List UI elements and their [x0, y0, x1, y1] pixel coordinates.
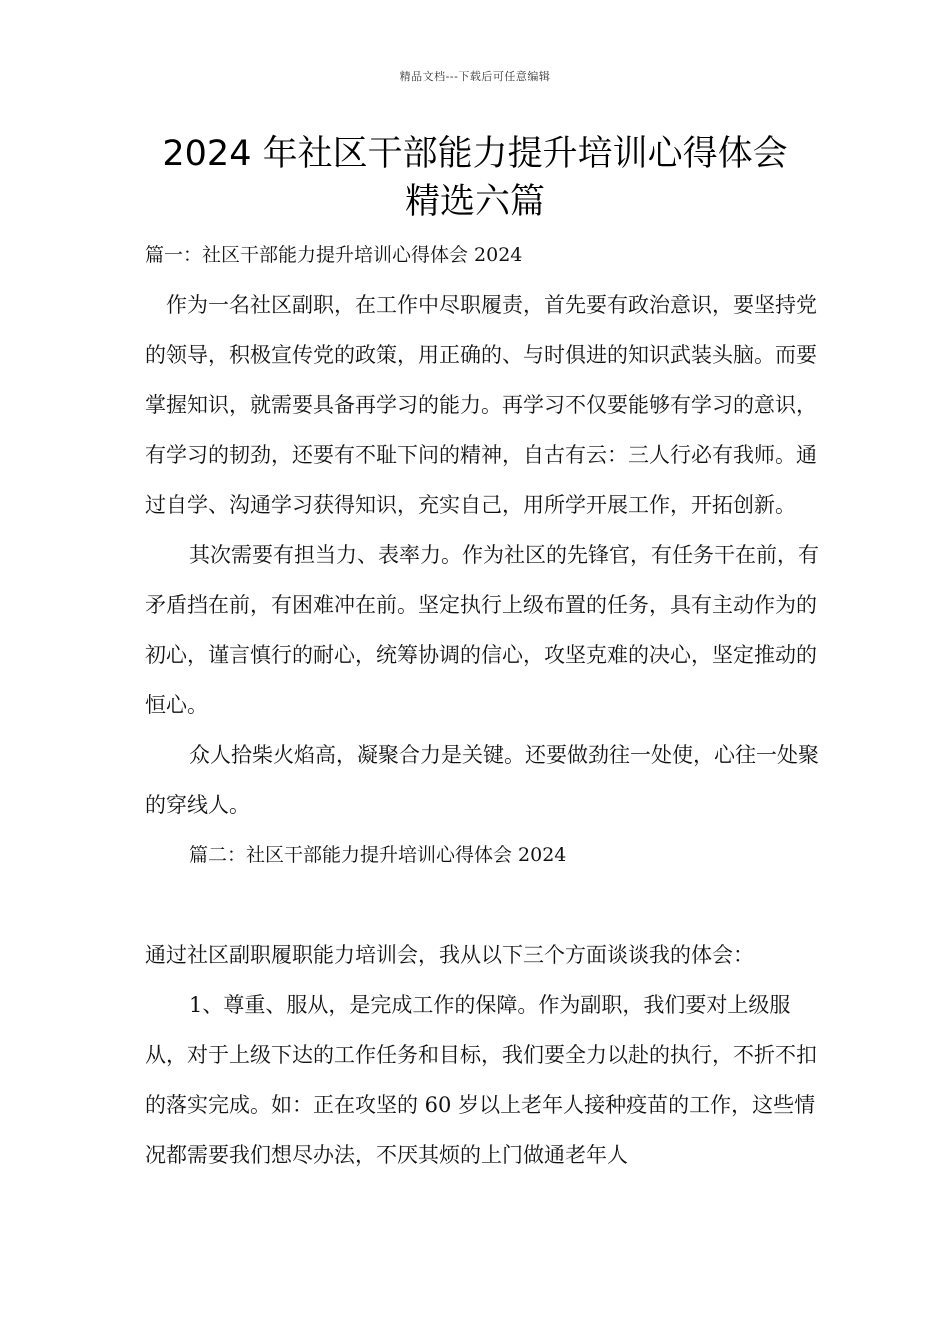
document-body: [145, 230, 825, 1180]
section-2-heading: 篇二：社区干部能力提升培训心得体会 2024: [189, 844, 567, 866]
header-note: 精品文档---下载后可任意编辑: [399, 70, 551, 83]
spacer: [145, 880, 825, 930]
paragraph-3: 众人拾柴火焰高，凝聚合力是关键。还要做劲往一处使，心往一处聚的穿线人。: [145, 743, 819, 817]
section-1-heading: 篇一：社区干部能力提升培训心得体会 2024: [145, 244, 523, 266]
title-line-1: 2024 年社区干部能力提升培训心得体会: [162, 134, 788, 174]
paragraph-2: 其次需要有担当力、表率力。作为社区的先锋官，有任务干在前，有矛盾挡在前，有困难冲在前。坚定执行上级布置的任务，具有主动作为的初心，谨言慎行的耐心，统筹协调的信心，攻坚克难的决心，坚定推动的恒心。: [145, 543, 819, 717]
title-line-2: 精选六篇: [404, 182, 545, 222]
paragraph-4: 通过社区副职履职能力培训会，我从以下三个方面谈谈我的体会：: [145, 943, 754, 967]
document-title: [120, 130, 830, 226]
paragraph-5: 1、尊重、服从，是完成工作的保障。作为副职，我们要对上级服从，对于上级下达的工作任务和目标，我们要全力以赴的执行，不折不扣的落实完成。如：正在攻坚的 60 岁以上老年人接种疫苗的工作，这些情况都需要我们想尽办法，不厌其烦的上门做通老年人: [145, 993, 817, 1167]
paragraph-1: 作为一名社区副职，在工作中尽职履责，首先要有政治意识，要坚持党的领导，积极宣传党的政策，用正确的、与时俱进的知识武装头脑。而要掌握知识，就需要具备再学习的能力。再学习不仅要能够有学习的意识，有学习的韧劲，还要有不耻下问的精神，自古有云：三人行必有我师。通过自学、沟通学习获得知识，充实自己，用所学开展工作，开拓创新。: [145, 293, 817, 517]
